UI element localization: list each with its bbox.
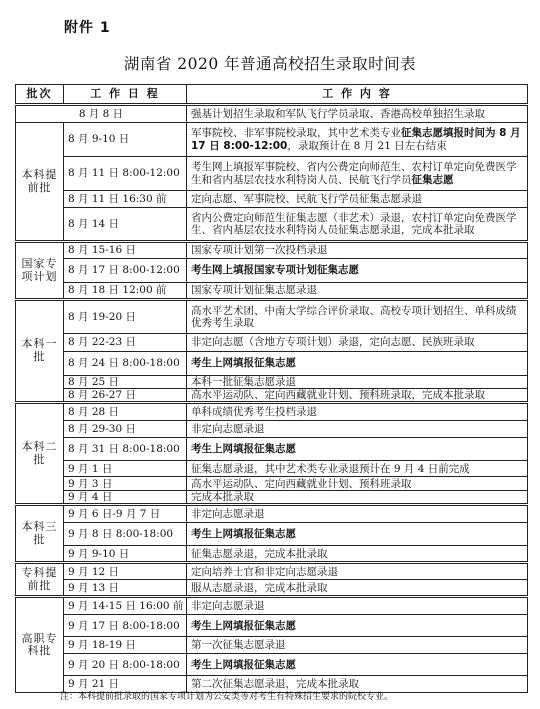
schedule-cell: 8 月 15-16 日: [64, 242, 187, 259]
content-cell: 定向培养士官和非定向志愿录退: [187, 563, 528, 580]
schedule-cell: 8 月 17 日 8:00-12:00: [64, 259, 187, 283]
schedule-cell: 9 月 17 日 8:00-18:00: [64, 615, 187, 637]
attachment-label: 附件 1: [64, 20, 111, 36]
content-text: ，录取预计在 8 月 21 日左右结束: [287, 139, 447, 152]
content-cell: 征集志愿录退，其中艺术类专业录退预计在 9 月 4 日前完成: [187, 461, 528, 477]
table-row: [16, 654, 528, 676]
table-row: [16, 123, 528, 157]
table-row: [16, 477, 528, 491]
schedule-cell: 9 月 8 日 8:00-18:00: [64, 523, 187, 546]
content-text-bold: 征集志愿填报时间为 8 月 17 日 8:00-12:00: [191, 127, 521, 152]
schedule-cell: 9 月 9-10 日: [64, 546, 187, 563]
batch-cell: 高职专科批: [16, 597, 64, 693]
table-row: [16, 461, 528, 477]
content-cell: 考生上网填报征集志愿: [187, 523, 528, 546]
footnote: 注：本科提前批录取的国家专项计划为公安类等对考生有特殊招生要求的院校专业。: [60, 692, 394, 702]
table-row: [16, 389, 528, 403]
schedule-cell: 8 月 24 日 8:00-18:00: [64, 352, 187, 376]
content-cell: 征集志愿录退，完成本批录取: [187, 546, 528, 563]
batch-cell: 本科二批: [16, 403, 64, 505]
schedule-cell: 9 月 18-19 日: [64, 637, 187, 654]
content-cell: 国家专项计划第一次投档录退: [187, 242, 528, 259]
content-cell: 考生上网填报征集志愿: [187, 438, 528, 461]
content-cell: 高水平运动队、定向西藏就业计划、预科班录取，完成本批录取: [187, 389, 528, 403]
content-cell: 考生上网填报征集志愿: [187, 352, 528, 376]
schedule-cell: 8 月 8 日: [16, 105, 187, 123]
schedule-cell: 8 月 29-30 日: [64, 421, 187, 438]
table-row: [16, 334, 528, 352]
table-row: [16, 421, 528, 438]
content-text: 军事院校、非军事院校录取，其中艺术类专业: [191, 127, 401, 140]
schedule-cell: 9 月 3 日: [64, 477, 187, 491]
content-cell: 第一次征集志愿录退: [187, 637, 528, 654]
table-header-row: [16, 85, 528, 105]
header-batch: 批次: [16, 85, 64, 105]
schedule-cell: 8 月 22-23 日: [64, 334, 187, 352]
admission-schedule-table: [15, 84, 528, 693]
table-row: [16, 597, 528, 615]
content-cell: 考生网上填报国家专项计划征集志愿: [187, 259, 528, 283]
batch-cell: 本科三批: [16, 505, 64, 563]
content-cell: 考生上网填报征集志愿: [187, 615, 528, 637]
content-cell: 省内公费定向师范生征集志愿（非艺术）录退，农村订单定向免费医学生、省内基层农技水利特岗人员征集志愿录退，完成本批录取: [187, 208, 528, 242]
content-cell: 定向志愿、军事院校、民航飞行学员征集志愿录退: [187, 191, 528, 208]
schedule-cell: 9 月 6 日-9 月 7 日: [64, 505, 187, 523]
schedule-cell: 9 月 13 日: [64, 580, 187, 597]
document-title: 湖南省 2020 年普通高校招生录取时间表: [123, 55, 417, 73]
table-row: [16, 637, 528, 654]
batch-cell: 国家专项计划: [16, 242, 64, 300]
content-cell: 单科成绩优秀考生投档录退: [187, 403, 528, 421]
schedule-cell: 8 月 28 日: [64, 403, 187, 421]
content-cell: [187, 157, 528, 191]
schedule-cell: 9 月 1 日: [64, 461, 187, 477]
schedule-cell: 9 月 21 日: [64, 676, 187, 693]
schedule-cell: 9 月 12 日: [64, 563, 187, 580]
batch-cell: 本科提前批: [16, 123, 64, 242]
content-cell: 非定向志愿录退: [187, 597, 528, 615]
schedule-cell: 8 月 11 日 8:00-12:00: [64, 157, 187, 191]
schedule-cell: 9 月 4 日: [64, 491, 187, 505]
table-row: [16, 563, 528, 580]
header-content: 工 作 内 容: [187, 85, 528, 105]
batch-cell: 本科一批: [16, 300, 64, 403]
table-row: [16, 505, 528, 523]
content-cell: 高水平艺术团、中南大学综合评价录取、高校专项计划招生、单科成绩优秀考生录取: [187, 300, 528, 334]
table-row: [16, 438, 528, 461]
table-row: [16, 546, 528, 563]
table-row: [16, 242, 528, 259]
content-cell: 第二次征集志愿录退，完成本批录取: [187, 676, 528, 693]
schedule-cell: 8 月 11 日 16:30 前: [64, 191, 187, 208]
content-cell: [187, 123, 528, 157]
table-row: [16, 376, 528, 389]
table-row: [16, 208, 528, 242]
content-text: 考生网上填报军事院校、省内公费定向师范生、农村订单定向免费医学生和省内基层农技水利特岗人员、民航飞行学员: [191, 161, 517, 186]
header-schedule: 工 作 日 程: [64, 85, 187, 105]
schedule-cell: 8 月 14 日: [64, 208, 187, 242]
schedule-cell: 8 月 31 日 8:00-18:00: [64, 438, 187, 461]
table-row: [16, 615, 528, 637]
table-row: [16, 105, 528, 123]
content-cell: 强基计划招生录取和军队飞行学员录取、香港高校单独招生录取: [187, 105, 528, 123]
table-row: [16, 191, 528, 208]
table-row: [16, 283, 528, 300]
table-row: [16, 352, 528, 376]
batch-cell: 专科提前批: [16, 563, 64, 597]
content-cell: 完成本批录取: [187, 491, 528, 505]
table-row: [16, 157, 528, 191]
table-row: [16, 300, 528, 334]
schedule-cell: 9 月 14-15 日 16:00 前: [64, 597, 187, 615]
table-row: [16, 523, 528, 546]
schedule-cell: 8 月 25 日: [64, 376, 187, 389]
content-cell: 国家专项计划征集志愿录退: [187, 283, 528, 300]
content-cell: 本科一批征集志愿录退: [187, 376, 528, 389]
schedule-cell: 8 月 26-27 日: [64, 389, 187, 403]
schedule-cell: 8 月 18 日 12:00 前: [64, 283, 187, 300]
table-row: [16, 259, 528, 283]
content-cell: 高水平运动队、定向西藏就业计划、预科班录取: [187, 477, 528, 491]
content-cell: 非定向志愿录退: [187, 421, 528, 438]
content-cell: 非定向志愿录退: [187, 505, 528, 523]
content-cell: 服从志愿录退，完成本批录取: [187, 580, 528, 597]
schedule-cell: 8 月 19-20 日: [64, 300, 187, 334]
table-row: [16, 491, 528, 505]
content-cell: 考生上网填报征集志愿: [187, 654, 528, 676]
content-text-bold: 征集志愿: [411, 173, 454, 186]
table-row: [16, 580, 528, 597]
content-cell: 非定向志愿（含地方专项计划）录退，定向志愿、民族班录取: [187, 334, 528, 352]
schedule-cell: 9 月 20 日 8:00-18:00: [64, 654, 187, 676]
table-row: [16, 403, 528, 421]
schedule-cell: 8 月 9-10 日: [64, 123, 187, 157]
